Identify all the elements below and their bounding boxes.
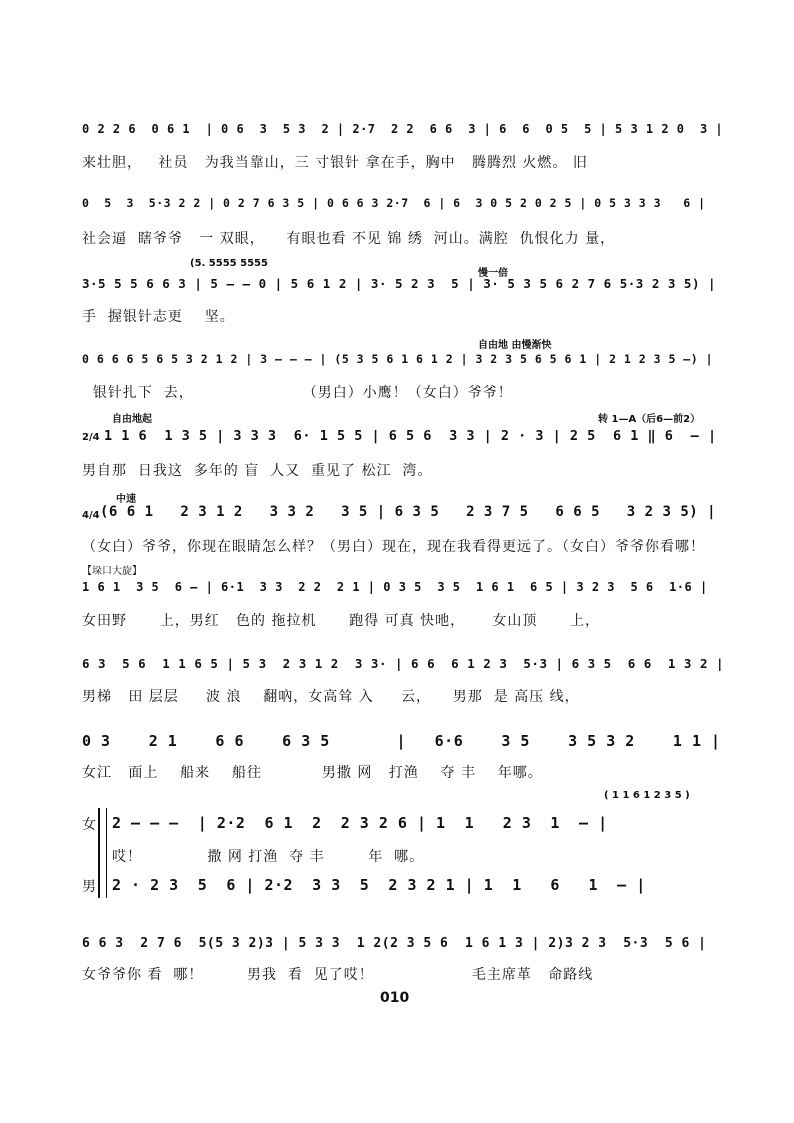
music-line-2: 0 5 3 5·3 2 2 | 0 2 7 6 3 5 | 0 6 6 3 2·7 6 | 6 3 0 5 2 0 2 5 | 0 5 3 3 3 6 | xyxy=(82,196,706,210)
ending-figure: ( 1 1 6 1 2 3 5 ) xyxy=(604,790,690,801)
lyric-line-8: 男梯 田 层层 波 浪 翻吶，女高耸 入 云， 男那 是 高压 线， xyxy=(82,689,580,705)
lyric-line-2: 社会逼 瞎爷爷 一 双眼， 有眼也看 不见 锦 绣 河山。满腔 仇恨化力 量， xyxy=(82,231,616,247)
modulation-marking: 转 1—A（后6—前2） xyxy=(598,414,701,425)
lyric-line-9: 女江 面上 船来 船往 男撒 网 打渔 夺 丰 年哪。 xyxy=(82,765,543,781)
music-line-8: 6 3 5 6 1 1 6 5 | 5 3 2 3 1 2 3 3· | 6 6 6 1 2 3 5·3 | 6 3 5 6 6 1 3 2 | xyxy=(82,656,725,671)
time-signature-4-4: 4/4 xyxy=(82,510,100,521)
music-line-7: 1 6 1 3 5 6 — | 6·1 3 3 2 2 2 1 | 0 3 5 3 5 1 6 1 6 5 | 3 2 3 5 6 1·6 | xyxy=(82,580,708,594)
page-number: 010 xyxy=(380,990,410,1006)
lyric-line-3: 手 握银针志更 坚。 xyxy=(82,309,235,325)
lyric-line-female: 哎！ 撒 网 打渔 夺 丰 年 哪。 xyxy=(112,849,425,865)
music-line-4: 0 6 6 6 5 6 5 3 2 1 2 | 3 — — — | (5 3 5 6 1 6 1 2 | 3 2 3 5 6 5 6 1 | 2 1 2 3 5 —) | xyxy=(82,352,714,366)
tempo-slow-marking: 慢一倍 xyxy=(478,268,508,279)
male-part-label: 男 xyxy=(82,879,96,895)
music-line-1: 0 2 2 6 0 6 1 | 0 6 3 5 3 2 | 2·7 2 2 6 6 3 | 6 6 0 5 5 | 5 3 1 2 0 3 | xyxy=(82,122,724,136)
free-start-marking: 自由地起 xyxy=(112,414,152,425)
music-line-12: 6 6 3 2 7 6 5(5 3 2)3 | 5 3 3 1 2(2 3 5 6 1 6 1 3 | 2)3 2 3 5·3 5 6 | xyxy=(82,936,707,951)
section-tag: 【垛口大旋】 xyxy=(82,566,142,577)
lyric-line-6: （女白）爷爷，你现在眼睛怎么样？（男白）现在，现在我看得更远了。（女白）爷爷你看哪！ xyxy=(82,539,705,555)
music-line-5: 1 1 6 1 3 5 | 3 3 3 6· 1 5 5 | 6 5 6 3 3 | 2 · 3 | 2 5 6 1 ‖ 6 — | xyxy=(104,428,717,444)
tempo-free-marking: 自由地 由慢渐快 xyxy=(478,340,552,351)
music-line-6: (6 6 1 2 3 1 2 3 3 2 3 5 | 6 3 5 2 3 7 5 6 6 5 3 2 3 5) | xyxy=(100,504,717,520)
intro-figure: (5. 5555 5555 xyxy=(190,258,268,269)
music-line-male: 2 · 2 3 5 6 | 2·2 3 3 5 2 3 2 1 | 1 1 6 1 — | xyxy=(112,876,646,894)
lyric-line-12: 女爷爷你 看 哪！ 男我 看 见了哎！ 毛主席革 命路线 xyxy=(82,967,594,983)
music-line-3: 3·5 5 5 6 6 3 | 5 — — 0 | 5 6 1 2 | 3· 5 2 3 5 | 3· 5 3 5 6 2 7 6 5·3 2 3 5) | xyxy=(82,276,717,291)
time-signature-2-4: 2/4 xyxy=(82,432,100,443)
female-part-label: 女 xyxy=(82,817,96,833)
lyric-line-5: 男自那 日我这 多年的 盲 人又 重见了 松江 湾。 xyxy=(82,463,433,479)
tempo-mid-marking: 中速 xyxy=(116,494,136,505)
lyric-line-7: 女田野 上，男红 色的 拖拉机 跑得 可真 快吔， 女山顶 上， xyxy=(82,613,601,629)
lyric-line-4: 银针扎下 去， （男白）小鹰！（女白）爷爷！ xyxy=(82,385,513,401)
lyric-line-1: 来壮胆， 社员 为我当靠山，三 寸银针 拿在手，胸中 腾腾烈 火燃。 旧 xyxy=(82,155,588,171)
music-line-9: 0 3 2 1 6 6 6 3 5 | 6·6 3 5 3 5 3 2 1 1 | xyxy=(82,732,721,750)
music-line-female: 2 — — — | 2·2 6 1 2 2 3 2 6 | 1 1 2 3 1 — | xyxy=(112,814,608,832)
part-brace xyxy=(98,808,107,898)
